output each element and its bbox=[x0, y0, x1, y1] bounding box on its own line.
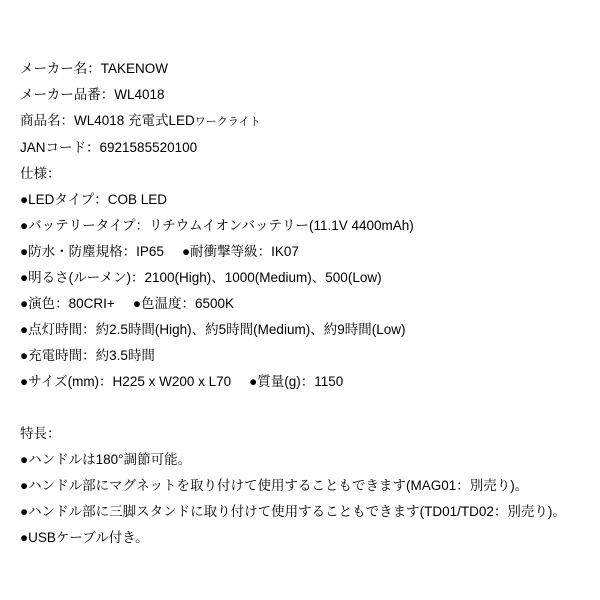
spec-line bbox=[20, 213, 580, 239]
spec-part: ●サイズ(mm)：H225 x W200 x L70 bbox=[20, 374, 232, 389]
header-row-model bbox=[20, 82, 580, 108]
product-name-label: 商品名 bbox=[20, 113, 61, 128]
section-spacer bbox=[20, 395, 580, 421]
feature-section bbox=[20, 421, 580, 551]
spec-line bbox=[20, 239, 580, 265]
spec-part: ●質量(g)：1150 bbox=[249, 374, 344, 389]
spec-part: ●演色：80CRI+ bbox=[20, 296, 115, 311]
spec-line bbox=[20, 317, 580, 343]
spec-section bbox=[20, 161, 580, 395]
spec-part: ●防水・防塵規格：IP65 bbox=[20, 244, 164, 259]
model-sep: ： bbox=[100, 87, 115, 102]
feature-heading: 特長： bbox=[20, 426, 61, 441]
header-info bbox=[20, 56, 580, 161]
jan-value: 6921585520100 bbox=[99, 140, 198, 155]
maker-sep: ： bbox=[87, 61, 101, 76]
jan-sep: ： bbox=[86, 140, 100, 155]
model-value: WL4018 bbox=[114, 87, 165, 102]
spec-part: ●充電時間：約3.5時間 bbox=[20, 348, 155, 363]
header-row-jan bbox=[20, 135, 580, 161]
model-label: メーカー品番 bbox=[20, 87, 101, 102]
product-name-suffix: ワークライト bbox=[194, 116, 261, 128]
product-name-value: WL4018 充電式LED bbox=[74, 113, 195, 128]
feature-line: ●ハンドル部に三脚スタンドに取り付けて使用することもできます(TD01/TD02：別売り)。 bbox=[20, 504, 566, 519]
feature-line: ●ハンドル部にマグネットを取り付けて使用することもできます(MAG01：別売り)。 bbox=[20, 478, 529, 493]
spec-line bbox=[20, 291, 580, 317]
spec-line bbox=[20, 187, 580, 213]
spec-part: ●色温度：6500K bbox=[132, 296, 235, 311]
spec-line bbox=[20, 369, 580, 395]
feature-line: ●USBケーブル付き。 bbox=[20, 530, 149, 545]
spec-part: ●明るさ(ルーメン)：2100(High)、1000(Medium)、500(Low) bbox=[20, 270, 382, 285]
spec-part: ●点灯時間：約2.5時間(High)、約5時間(Medium)、約9時間(Low) bbox=[20, 322, 406, 337]
spec-heading: 仕様： bbox=[20, 166, 61, 181]
spec-line bbox=[20, 343, 580, 369]
header-row-maker bbox=[20, 56, 580, 82]
spec-part: ●バッテリータイプ：リチウムイオンバッテリー(11.1V 4400mAh) bbox=[20, 218, 414, 233]
spec-line bbox=[20, 265, 580, 291]
header-row-product-name bbox=[20, 108, 580, 135]
product-name-sep: ： bbox=[60, 113, 74, 128]
feature-line: ●ハンドルは180°調節可能。 bbox=[20, 452, 192, 467]
maker-value: TAKENOW bbox=[100, 61, 168, 76]
maker-label: メーカー名 bbox=[20, 61, 88, 76]
jan-label: JANコード bbox=[20, 140, 87, 155]
spec-part: ●LEDタイプ：COB LED bbox=[20, 192, 168, 207]
spec-part: ●耐衝撃等級：IK07 bbox=[181, 244, 299, 259]
